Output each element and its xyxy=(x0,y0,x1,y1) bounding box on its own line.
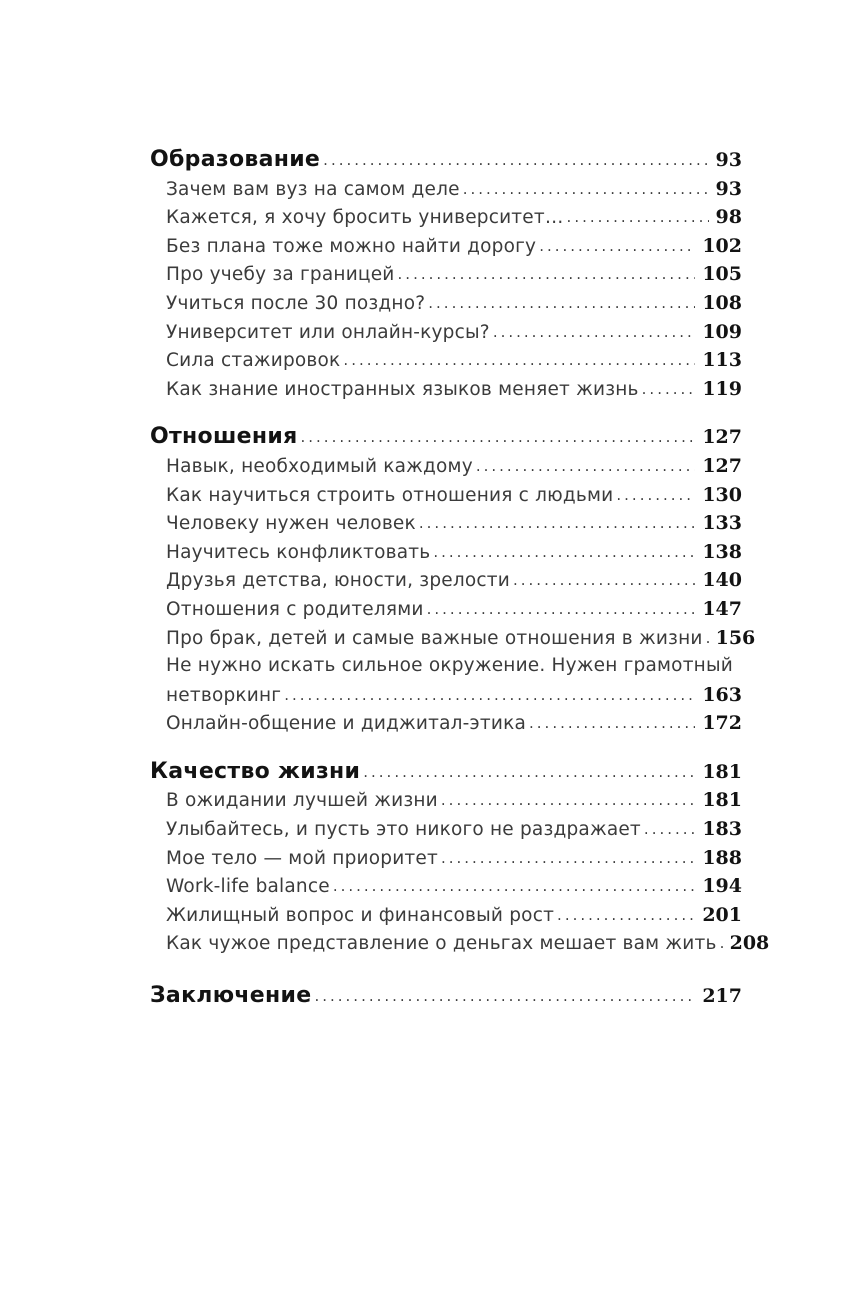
entry-title: Сила стажировок xyxy=(166,350,341,372)
dot-leader xyxy=(613,481,699,510)
toc-entry-row[interactable] xyxy=(150,786,742,815)
toc-entry-row[interactable] xyxy=(150,318,742,347)
dot-leader xyxy=(460,175,713,204)
toc-entry-row[interactable] xyxy=(150,595,742,624)
page-number: 102 xyxy=(702,234,742,257)
dot-leader xyxy=(639,375,700,404)
dot-leader xyxy=(703,624,713,653)
page-number: 163 xyxy=(702,683,742,706)
page-number: 113 xyxy=(702,349,742,372)
toc-entry-row[interactable] xyxy=(150,901,742,930)
page-number: 93 xyxy=(715,149,742,171)
dot-leader xyxy=(340,346,699,375)
page-number: 108 xyxy=(702,291,742,314)
toc-section-row[interactable] xyxy=(150,146,742,175)
toc-entry-row[interactable] xyxy=(150,624,756,653)
dot-leader xyxy=(281,681,699,710)
entry-title: Зачем вам вуз на самом деле xyxy=(166,178,460,200)
entry-title: Отношения с родителями xyxy=(166,598,424,620)
page-number: 156 xyxy=(715,626,756,649)
dot-leader xyxy=(554,901,699,930)
section-title: Образование xyxy=(150,147,321,172)
dot-leader xyxy=(424,595,700,624)
entry-title: Work-life balance xyxy=(166,876,330,898)
entry-title: Про брак, детей и самые важные отношения в жизни xyxy=(166,627,703,649)
entry-title: Друзья детства, юности, зрелости xyxy=(166,570,510,592)
entry-title: Как знание иностранных языков меняет жизнь xyxy=(166,378,639,400)
toc-entry-row[interactable] xyxy=(150,375,742,404)
page-number: 181 xyxy=(702,760,742,783)
section-title: Заключение xyxy=(150,983,312,1009)
dot-leader xyxy=(510,566,699,595)
page-number: 201 xyxy=(702,903,742,926)
entry-title: В ожидании лучшей жизни xyxy=(166,790,438,812)
toc-section xyxy=(150,146,742,403)
page-number: 147 xyxy=(702,597,742,620)
toc-entry-row[interactable] xyxy=(150,709,742,738)
entry-title: Онлайн-общение и диджитал-этика xyxy=(166,713,527,735)
dot-leader xyxy=(311,982,699,1011)
dot-leader xyxy=(473,452,699,481)
toc-section xyxy=(150,423,756,738)
dot-leader xyxy=(490,318,700,347)
entry-title: Учиться после 30 поздно? xyxy=(166,292,426,314)
dot-leader xyxy=(641,815,699,844)
dot-leader xyxy=(430,538,699,567)
toc-section-row[interactable] xyxy=(150,758,742,787)
toc-section xyxy=(150,982,742,1011)
page-number: 98 xyxy=(715,206,742,229)
dot-leader xyxy=(360,758,699,787)
entry-title: Человеку нужен человек xyxy=(166,513,416,535)
toc-entry-row[interactable] xyxy=(150,289,742,318)
toc-entry-row[interactable] xyxy=(150,452,742,481)
page-number: 188 xyxy=(702,846,742,869)
dot-leader xyxy=(298,423,700,452)
toc-entry-row[interactable] xyxy=(150,815,742,844)
dot-leader xyxy=(717,929,727,958)
page-number: 119 xyxy=(702,377,742,400)
toc-entry-row[interactable] xyxy=(150,538,742,567)
entry-title: Не нужно искать сильное окружение. Нужен грамотный xyxy=(166,655,733,677)
page-number: 181 xyxy=(702,789,742,812)
entry-title: Мое тело — мой приоритет xyxy=(166,847,438,869)
entry-title: Навык, необходимый каждому xyxy=(166,455,473,477)
toc-section-row[interactable] xyxy=(150,982,742,1011)
page-number: 217 xyxy=(702,985,742,1008)
entry-title: Про учебу за границей xyxy=(166,264,395,286)
dot-leader xyxy=(330,872,700,901)
dot-leader xyxy=(416,509,699,538)
toc-entry-row[interactable] xyxy=(150,566,742,595)
entry-title: Жилищный вопрос и финансовый рост xyxy=(166,904,555,926)
entry-title: Университет или онлайн-курсы? xyxy=(166,321,490,343)
page-number: 105 xyxy=(702,263,742,286)
entry-title: нетворкинг xyxy=(166,684,282,706)
dot-leader xyxy=(526,709,699,738)
page-number: 183 xyxy=(702,818,742,841)
toc-entry-row[interactable] xyxy=(150,203,742,232)
page-number: 130 xyxy=(702,483,742,506)
page-number: 109 xyxy=(702,320,742,343)
toc-entry-row[interactable] xyxy=(150,844,742,873)
toc-entry-row[interactable] xyxy=(150,681,742,710)
toc-entry-row[interactable] xyxy=(150,175,742,204)
toc-entry-row[interactable] xyxy=(150,509,742,538)
entry-title: Без плана тоже можно найти дорогу xyxy=(166,235,537,257)
toc-entry-row[interactable] xyxy=(150,232,742,261)
toc-entry-row[interactable] xyxy=(150,260,742,289)
dot-leader xyxy=(564,203,713,232)
dot-leader xyxy=(320,146,712,175)
toc-section-row[interactable] xyxy=(150,423,742,452)
table-of-contents xyxy=(150,146,770,1011)
page-number: 208 xyxy=(729,932,770,955)
page-number: 138 xyxy=(702,540,742,563)
page-number: 194 xyxy=(702,875,742,898)
page-number: 127 xyxy=(702,426,742,449)
dot-leader xyxy=(438,844,699,873)
toc-entry-row[interactable] xyxy=(150,872,742,901)
section-title: Качество жизни xyxy=(150,758,361,784)
entry-title: Научитесь конфликтовать xyxy=(166,541,431,563)
page-number: 140 xyxy=(702,569,742,592)
page-number: 93 xyxy=(715,177,742,200)
entry-title: Кажется, я хочу бросить университет… xyxy=(166,207,564,229)
section-title: Отношения xyxy=(150,424,298,450)
toc-entry-row[interactable] xyxy=(150,481,742,510)
page-number: 127 xyxy=(702,454,742,477)
dot-leader xyxy=(425,289,699,318)
toc-section xyxy=(150,758,770,958)
dot-leader xyxy=(395,260,700,289)
entry-title: Улыбайтесь, и пусть это никого не раздражает xyxy=(166,819,641,841)
toc-entry-row[interactable] xyxy=(150,652,742,681)
toc-entry-row[interactable] xyxy=(150,929,770,958)
page-number: 133 xyxy=(702,512,742,535)
dot-leader xyxy=(438,786,699,815)
dot-leader xyxy=(536,232,699,261)
toc-entry-row[interactable] xyxy=(150,346,742,375)
entry-title: Как научиться строить отношения с людьми xyxy=(166,484,614,506)
page-number: 172 xyxy=(702,712,742,735)
entry-title: Как чужое представление о деньгах мешает вам жить xyxy=(166,933,717,955)
